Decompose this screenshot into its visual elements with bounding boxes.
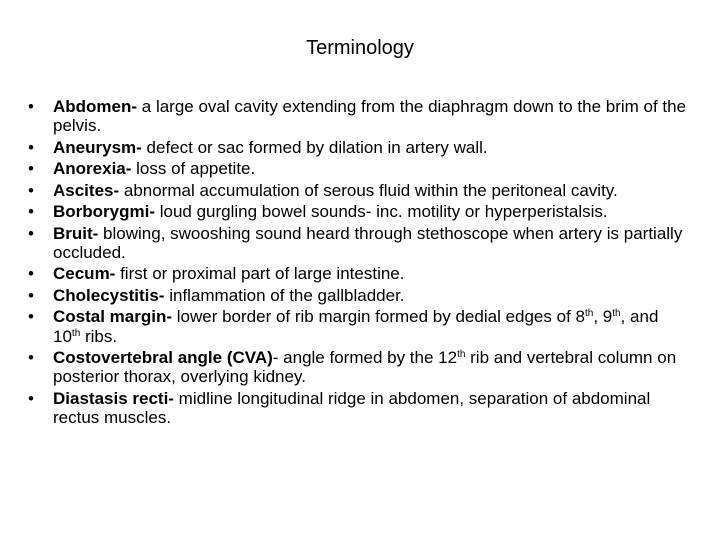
bullet-icon: • <box>28 285 34 305</box>
slide-title: Terminology <box>306 37 414 59</box>
term-item-borborygmi <box>28 202 688 221</box>
bullet-icon: • <box>28 180 34 200</box>
ordinal-suffix: th <box>71 327 81 339</box>
term-definition: midline longitudinal ridge in abdomen, separation of abdominal rectus muscles. <box>53 388 651 428</box>
term-definition-end: ribs. <box>80 326 118 346</box>
term-definition: lower border of rib margin formed by dedial edges of <box>172 307 576 327</box>
term-item-diastasis-recti <box>28 389 688 427</box>
term-item-bruit <box>28 224 688 262</box>
ordinal-suffix: th <box>457 349 466 361</box>
term-item-costovertebral-angle <box>28 348 688 386</box>
bullet-icon: • <box>28 348 34 368</box>
term-item-cholecystitis <box>28 286 688 305</box>
term-item-aneurysm <box>28 138 688 157</box>
separator: , <box>593 307 603 327</box>
term-definition: loud gurgling bowel sounds- inc. motility or hyperperistalsis. <box>155 202 608 222</box>
term-name: Diastasis recti- <box>53 388 174 408</box>
ordinal-suffix: th <box>612 308 621 320</box>
separator: , and <box>620 307 659 327</box>
term-name: Abdomen- <box>53 97 138 116</box>
bullet-icon: • <box>28 97 34 116</box>
term-definition: blowing, swooshing sound heard through stethoscope when artery is partially occluded. <box>53 223 683 262</box>
term-definition-end: rib and vertebral column on posterior thorax, overlying kidney. <box>53 348 677 387</box>
term-definition: loss of appetite. <box>131 159 256 179</box>
term-definition: - angle formed by the <box>272 348 439 368</box>
term-item-anorexia <box>28 159 688 178</box>
term-name: Ascites- <box>53 180 120 200</box>
ordinal-suffix: th <box>584 308 594 320</box>
term-definition: a large oval cavity extending from the diaphragm down to the brim of the pelvis. <box>53 97 687 136</box>
term-name: Aneurysm- <box>53 137 142 157</box>
rib-number-12: 12 <box>438 348 458 368</box>
terminology-list <box>28 97 688 430</box>
term-name: Cecum- <box>53 264 116 284</box>
bullet-icon: • <box>28 223 34 243</box>
term-name: Costal margin- <box>53 307 173 327</box>
term-item-abdomen <box>28 97 688 135</box>
bullet-icon: • <box>28 137 34 157</box>
rib-number-9: 9 <box>602 307 613 327</box>
rib-number-10: 10 <box>53 326 72 346</box>
term-definition: abnormal accumulation of serous fluid within the peritoneal cavity. <box>119 180 618 200</box>
term-name: Borborygmi- <box>53 202 155 222</box>
bullet-icon: • <box>28 159 34 179</box>
bullet-icon: • <box>28 307 34 327</box>
term-definition: inflammation of the gallbladder. <box>164 285 405 305</box>
term-name: Bruit- <box>53 223 99 243</box>
term-name: Costovertebral angle (CVA) <box>53 348 273 368</box>
bullet-icon: • <box>28 264 34 284</box>
term-item-ascites <box>28 181 688 200</box>
bullet-icon: • <box>28 202 34 222</box>
rib-number-8: 8 <box>575 307 585 327</box>
term-name: Cholecystitis- <box>53 285 165 305</box>
term-item-costal-margin <box>28 307 688 345</box>
term-name: Anorexia- <box>53 159 132 179</box>
term-definition: first or proximal part of large intestine. <box>115 264 405 284</box>
term-definition: defect or sac formed by dilation in artery wall. <box>141 137 488 157</box>
term-item-cecum <box>28 264 688 283</box>
bullet-icon: • <box>28 388 34 408</box>
